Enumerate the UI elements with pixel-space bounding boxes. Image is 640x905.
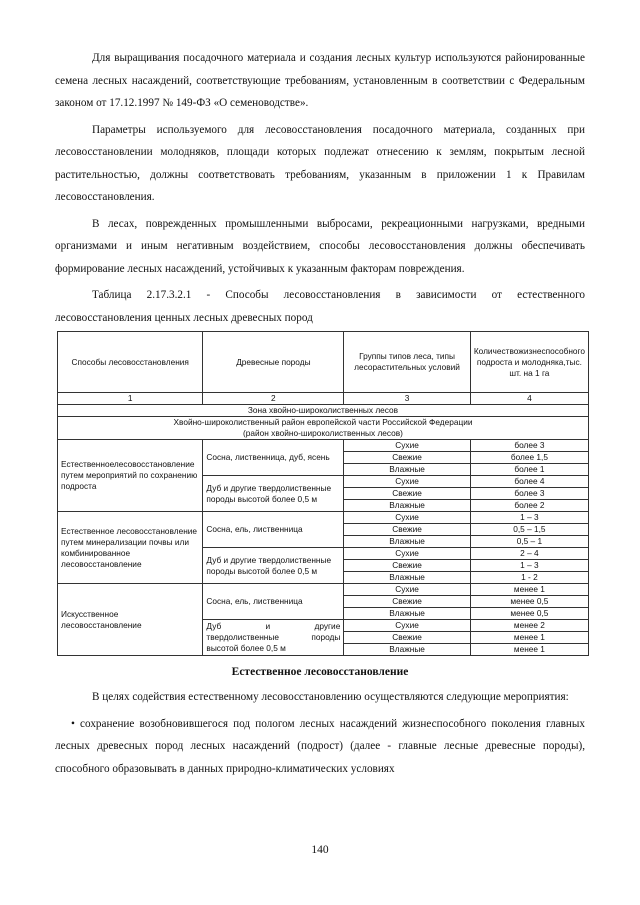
quantity-cell: менее 0,5 xyxy=(470,596,588,608)
region-line-2: (район хвойно-широколиственных лесов) xyxy=(243,428,403,438)
species-cell: Сосна, лиственница, дуб, ясень xyxy=(203,440,344,476)
region-label xyxy=(58,417,589,440)
zone-label: Зона хвойно-широколиственных лесов xyxy=(58,405,589,417)
col-number: 4 xyxy=(470,393,588,405)
table-caption: Таблица 2.17.3.2.1 - Способы лесовосстановления в зависимости от естественного лесовосстановления ценных лесных древесных пород xyxy=(55,289,585,324)
species-cell xyxy=(203,620,344,656)
region-line-1: Хвойно-широколиственный район европейской части Российской Федерации xyxy=(173,417,473,427)
quantity-cell: менее 2 xyxy=(470,620,588,632)
forest-type-cell: Свежие xyxy=(344,452,471,464)
forest-type-cell: Сухие xyxy=(344,476,471,488)
header-methods: Способы лесовосстановления xyxy=(58,332,203,393)
col-number: 1 xyxy=(58,393,203,405)
header-species: Древесные породы xyxy=(203,332,344,393)
species-cell: Сосна, ель, лиственница xyxy=(203,584,344,620)
quantity-cell: менее 0,5 xyxy=(470,608,588,620)
bullet-item: • сохранение возобновившегося под пологом лесных насаждений жизнеспособного поколения главных лесных древесных пород лесных насаждений (подрост) (далее - главные лесные древесные породы), способного образовывать в данных природно-климатических условиях xyxy=(55,717,585,775)
forest-type-cell: Свежие xyxy=(344,524,471,536)
species-line: твердолиственные породы xyxy=(206,632,341,642)
species-cell: Дуб и другие твердолиственные породы высотой более 0,5 м xyxy=(203,548,344,584)
table-header-row xyxy=(58,332,589,393)
quantity-cell: более 4 xyxy=(470,476,588,488)
quantity-cell: более 2 xyxy=(470,500,588,512)
quantity-cell: более 3 xyxy=(470,488,588,500)
forest-type-cell: Влажные xyxy=(344,536,471,548)
forest-type-cell: Сухие xyxy=(344,512,471,524)
quantity-cell: 1 - 2 xyxy=(470,572,588,584)
header-quantity: Количествожизнеспособного подроста и молодняка,тыс. шт. на 1 га xyxy=(470,332,588,393)
table-row xyxy=(58,440,589,452)
forest-type-cell: Свежие xyxy=(344,632,471,644)
forest-type-cell: Свежие xyxy=(344,488,471,500)
quantity-cell: более 3 xyxy=(470,440,588,452)
region-row xyxy=(58,417,589,440)
quantity-cell: 2 – 4 xyxy=(470,548,588,560)
section-paragraph: В целях содействия естественному лесовосстановлению осуществляются следующие мероприятия: xyxy=(92,691,569,703)
paragraph-seeds: Для выращивания посадочного материала и создания лесных культур используются районированные семена лесных насаждений, соответствующие требованиям, установленным в соответствии с Федеральным законом от 17.12.1997 № 149-ФЗ «О семеноводстве». xyxy=(55,52,585,109)
quantity-cell: более 1 xyxy=(470,464,588,476)
species-line: высотой более 0,5 м xyxy=(206,643,286,653)
forest-type-cell: Сухие xyxy=(344,620,471,632)
zone-row xyxy=(58,405,589,417)
column-number-row xyxy=(58,393,589,405)
method-name: Естественное лесовосстановление путем минерализации почвы или комбинированное лесовосстановление xyxy=(58,512,203,584)
forest-type-cell: Влажные xyxy=(344,608,471,620)
document-page xyxy=(55,47,585,780)
forest-type-cell: Свежие xyxy=(344,596,471,608)
quantity-cell: 0,5 – 1 xyxy=(470,536,588,548)
forest-type-cell: Сухие xyxy=(344,584,471,596)
quantity-cell: 1 – 3 xyxy=(470,560,588,572)
paragraph-parameters: Параметры используемого для лесовосстановления посадочного материала, созданных при лесовосстановлении молодняков, площади которых подлежат отнесению к землям, покрытым лесной растительностью, должны соответствовать требованиям, указанным в приложении 1 к Правилам лесовосстановления. xyxy=(55,123,585,203)
reforestation-methods-table xyxy=(57,331,589,656)
forest-type-cell: Влажные xyxy=(344,500,471,512)
method-name: Естественноелесовосстановление путем мероприятий по сохранению подроста xyxy=(58,440,203,512)
quantity-cell: менее 1 xyxy=(470,632,588,644)
species-line: Дуб и другие xyxy=(206,621,341,631)
quantity-cell: 1 – 3 xyxy=(470,512,588,524)
section-title: Естественное лесовосстановление xyxy=(231,666,409,678)
col-number: 2 xyxy=(203,393,344,405)
quantity-cell: более 1,5 xyxy=(470,452,588,464)
table-row xyxy=(58,584,589,596)
forest-type-cell: Влажные xyxy=(344,464,471,476)
table-row xyxy=(58,512,589,524)
forest-type-cell: Сухие xyxy=(344,548,471,560)
quantity-cell: менее 1 xyxy=(470,644,588,656)
quantity-cell: менее 1 xyxy=(470,584,588,596)
species-cell: Сосна, ель, лиственница xyxy=(203,512,344,548)
quantity-cell: 0,5 – 1,5 xyxy=(470,524,588,536)
page-number: 140 xyxy=(311,844,329,856)
forest-type-cell: Свежие xyxy=(344,560,471,572)
method-name: Искусственное лесовосстановление xyxy=(58,584,203,656)
species-cell: Дуб и другие твердолиственные породы высотой более 0,5 м xyxy=(203,476,344,512)
forest-type-cell: Влажные xyxy=(344,572,471,584)
col-number: 3 xyxy=(344,393,471,405)
forest-type-cell: Сухие xyxy=(344,440,471,452)
paragraph-damaged-forests: В лесах, поврежденных промышленными выбросами, рекреационными нагрузками, вредными организмами и иным негативным воздействием, способы лесовосстановления должны обеспечивать формирование лесных насаждений, устойчивых к указанным факторам повреждения. xyxy=(55,217,585,275)
header-forest-types: Группы типов леса, типы лесорастительных условий xyxy=(344,332,471,393)
forest-type-cell: Влажные xyxy=(344,644,471,656)
